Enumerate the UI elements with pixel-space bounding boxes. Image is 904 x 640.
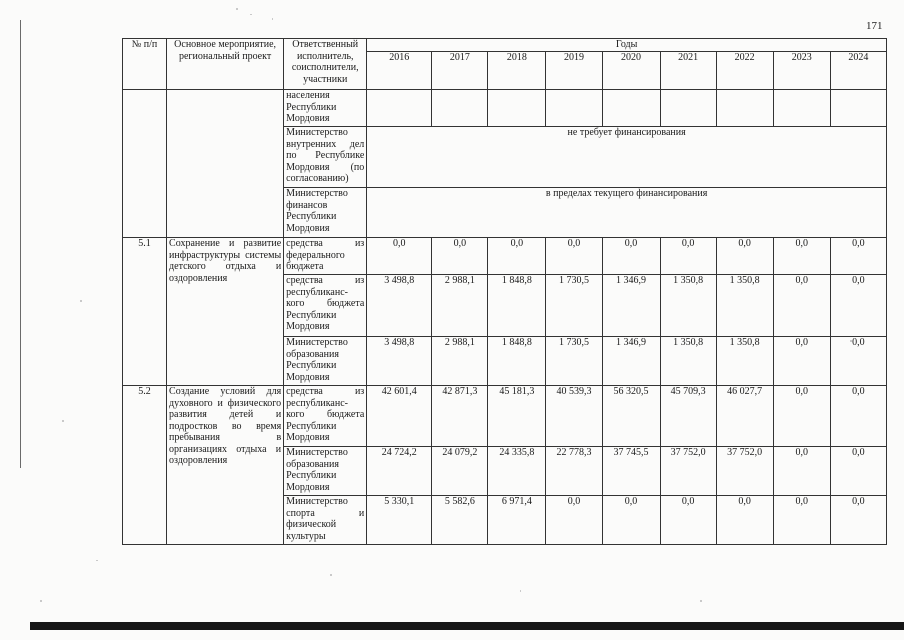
executor-cell: Министерство образования Республики Мордовия — [284, 447, 367, 496]
header-num: № п/п — [123, 39, 167, 90]
year-cell: 2017 — [432, 52, 488, 90]
value-cell: 24 335,8 — [488, 447, 546, 496]
value-cell: 22 778,3 — [546, 447, 602, 496]
value-cell: 3 498,8 — [367, 337, 432, 386]
year-cell: 2019 — [546, 52, 602, 90]
executor-cell: Министерство спорта и физической культуры — [284, 496, 367, 545]
value-cell: 1 350,8 — [660, 337, 716, 386]
value-cell — [488, 90, 546, 127]
year-cell: 2023 — [773, 52, 830, 90]
value-cell: 42 601,4 — [367, 386, 432, 447]
value-cell: 0,0 — [773, 496, 830, 545]
value-cell — [367, 90, 432, 127]
executor-cell: населения Республики Мордовия — [284, 90, 367, 127]
financing-note: в пределах текущего финансирования — [367, 188, 887, 238]
value-cell: 56 320,5 — [602, 386, 660, 447]
value-cell: 0,0 — [716, 238, 773, 275]
value-cell: 37 745,5 — [602, 447, 660, 496]
value-cell: 6 971,4 — [488, 496, 546, 545]
year-cell: 2021 — [660, 52, 716, 90]
value-cell: 45 181,3 — [488, 386, 546, 447]
executor-cell: средства из республиканс-кого бюджета Республики Мордовия — [284, 386, 367, 447]
value-cell: 0,0 — [830, 447, 886, 496]
header-years-label: Годы — [367, 39, 887, 52]
year-cell: 2024 — [830, 52, 886, 90]
value-cell — [773, 90, 830, 127]
executor-cell: Министерство финансов Республики Мордовия — [284, 188, 367, 238]
value-cell: 5 582,6 — [432, 496, 488, 545]
value-cell: 5 330,1 — [367, 496, 432, 545]
header-row — [123, 39, 887, 52]
value-cell — [830, 90, 886, 127]
value-cell: 0,0 — [830, 238, 886, 275]
page-number: 171 — [866, 20, 883, 32]
value-cell: 1 848,8 — [488, 337, 546, 386]
value-cell — [716, 90, 773, 127]
year-cell: 2020 — [602, 52, 660, 90]
year-cell: 2018 — [488, 52, 546, 90]
value-cell — [602, 90, 660, 127]
executor-cell: Министерство внутренних дел по Республике Мордовия (по согласованию) — [284, 127, 367, 188]
header-measure: Основное мероприятие, региональный проект — [167, 39, 284, 90]
value-cell — [432, 90, 488, 127]
financing-note: не требует финансирования — [367, 127, 887, 188]
value-cell: 0,0 — [546, 238, 602, 275]
value-cell: 3 498,8 — [367, 275, 432, 337]
value-cell: 0,0 — [773, 238, 830, 275]
value-cell: 0,0 — [830, 337, 886, 386]
value-cell: 0,0 — [773, 337, 830, 386]
value-cell: 1 350,8 — [716, 337, 773, 386]
value-cell: 0,0 — [546, 496, 602, 545]
value-cell: 0,0 — [773, 447, 830, 496]
value-cell: 42 871,3 — [432, 386, 488, 447]
financing-table — [122, 38, 887, 545]
scan-bottom-edge-bar — [30, 622, 904, 630]
value-cell: 46 027,7 — [716, 386, 773, 447]
value-cell: 2 988,1 — [432, 337, 488, 386]
value-cell: 0,0 — [830, 275, 886, 337]
value-cell: 1 346,9 — [602, 275, 660, 337]
value-cell: 0,0 — [602, 238, 660, 275]
scan-left-edge-line — [20, 20, 21, 468]
value-cell: 0,0 — [716, 496, 773, 545]
measure-cell: Сохранение и развитие инфраструктуры системы детского отдыха и оздоровления — [167, 238, 284, 386]
table-row — [123, 238, 887, 275]
row-number: 5.2 — [123, 386, 167, 545]
executor-cell: средства из республиканс-кого бюджета Республики Мордовия — [284, 275, 367, 337]
executor-cell: средства из федерального бюджета — [284, 238, 367, 275]
value-cell: 40 539,3 — [546, 386, 602, 447]
value-cell: 24 724,2 — [367, 447, 432, 496]
value-cell: 0,0 — [773, 386, 830, 447]
value-cell — [546, 90, 602, 127]
value-cell: 0,0 — [432, 238, 488, 275]
value-cell: 1 848,8 — [488, 275, 546, 337]
measure-cell — [167, 90, 284, 238]
value-cell: 37 752,0 — [660, 447, 716, 496]
value-cell: 0,0 — [660, 496, 716, 545]
value-cell: 0,0 — [367, 238, 432, 275]
value-cell: 2 988,1 — [432, 275, 488, 337]
value-cell: 0,0 — [830, 386, 886, 447]
value-cell: 24 079,2 — [432, 447, 488, 496]
value-cell: 45 709,3 — [660, 386, 716, 447]
table-row — [123, 386, 887, 447]
row-number: 5.1 — [123, 238, 167, 386]
value-cell: 0,0 — [773, 275, 830, 337]
row-number — [123, 90, 167, 238]
value-cell: 0,0 — [602, 496, 660, 545]
value-cell: 1 350,8 — [660, 275, 716, 337]
value-cell: 0,0 — [830, 496, 886, 545]
value-cell: 1 730,5 — [546, 275, 602, 337]
table-row — [123, 90, 887, 127]
year-cell: 2016 — [367, 52, 432, 90]
value-cell: 1 730,5 — [546, 337, 602, 386]
value-cell: 0,0 — [660, 238, 716, 275]
year-cell: 2022 — [716, 52, 773, 90]
value-cell: 37 752,0 — [716, 447, 773, 496]
value-cell: 1 346,9 — [602, 337, 660, 386]
measure-cell: Создание условий для духовного и физического развития детей и подростков во время пребывания в организациях отдыха и оздоровления — [167, 386, 284, 545]
value-cell: 0,0 — [488, 238, 546, 275]
value-cell: 1 350,8 — [716, 275, 773, 337]
header-executor: Ответственный исполнитель, соисполнители, участники — [284, 39, 367, 90]
value-cell — [660, 90, 716, 127]
executor-cell: Министерство образования Республики Мордовия — [284, 337, 367, 386]
